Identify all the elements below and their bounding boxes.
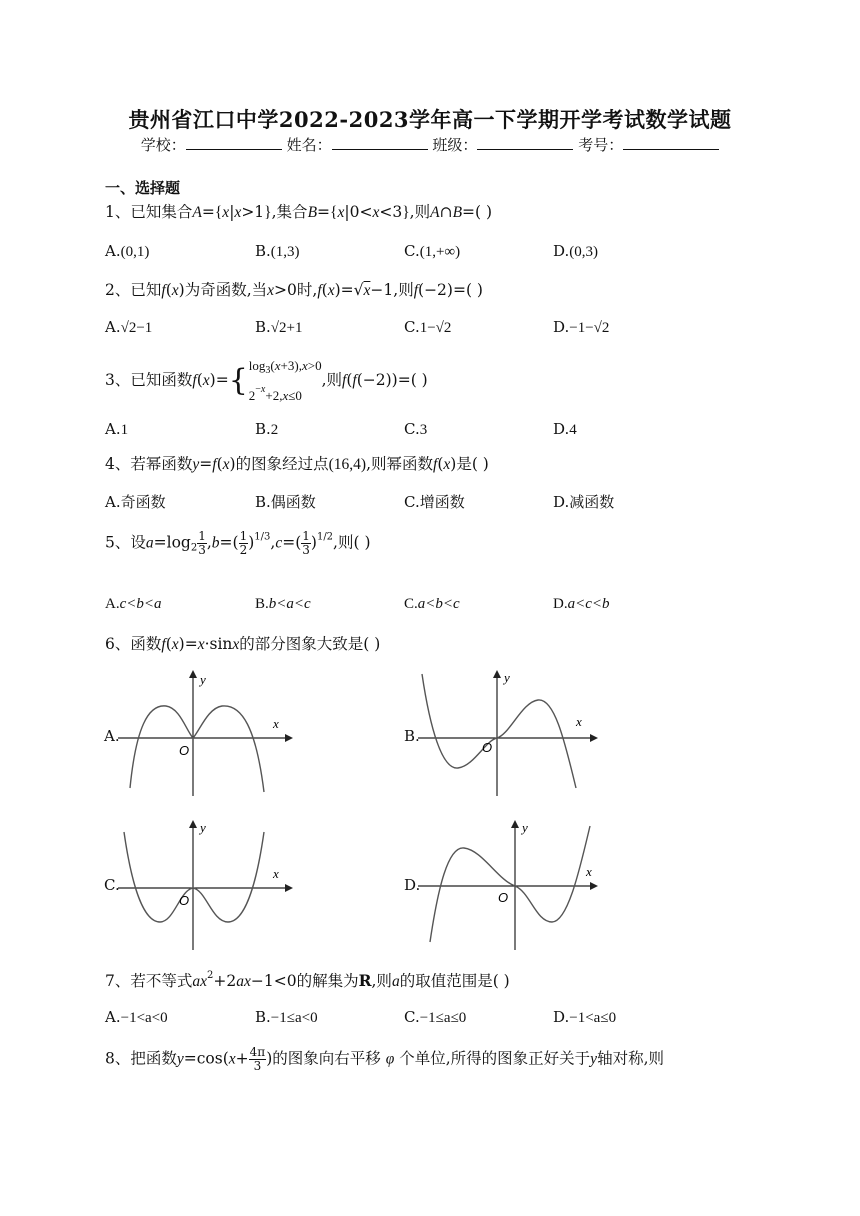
page-title: 贵州省江口中学2022-2023学年高一下学期开学考试数学试题 [128,107,732,132]
x-axis-label: x [273,866,279,881]
graph-d-label[interactable]: D. [404,876,421,894]
option-b[interactable]: B.(1,3) [255,242,300,260]
graph-c[interactable] [118,818,293,952]
option-d[interactable]: D.−1<a≤0 [553,1008,617,1026]
graph-b[interactable] [418,668,598,798]
question-8: 8、把函数y=cos(x+ $\frac{4\pi}{3}$ )的图象向右平移 φ 个单位,所得的图象正好关于y轴对称,则 [105,1045,664,1073]
exam-number-label: 考号： [578,136,624,154]
question-3: 3、已知函数$f(x)=\{\log_3(x+3),x>0$ $2^{-x}+2,x\le 0$,则f(f(−2))=( ) [105,358,428,403]
option-d[interactable]: D.(0,3) [553,242,599,260]
option-d[interactable]: D.4 [553,420,577,438]
option-c[interactable]: C.a<b<c [404,596,460,612]
graph-b-label[interactable]: B. [404,727,420,745]
option-b[interactable]: B.−1≤a<0 [255,1008,318,1026]
option-d[interactable]: D.−1−√2 [553,318,610,336]
class-blank[interactable] [477,135,573,150]
x-axis-label: x [586,864,592,879]
name-blank[interactable] [332,135,428,150]
school-label: 学校： [140,136,186,154]
graph-a[interactable] [118,668,293,798]
option-a[interactable]: A.−1<a<0 [105,1008,168,1026]
question-7: 7、若不等式$ax^2+2ax-1<0$的解集为R,则a的取值范围是( ) [105,970,510,990]
option-a[interactable]: A.√2−1 [105,318,153,336]
question-1: 1、已知集合A={x|x>1},集合B={x|0<x<3},则A∩B=( ) [105,203,493,221]
origin-label: O [179,743,190,758]
x-axis-label: x [576,714,582,729]
y-axis-label: y [200,672,206,687]
option-b[interactable]: B.b<a<c [255,596,311,612]
origin-label: O [498,890,509,905]
student-info [0,134,860,155]
school-blank[interactable] [186,135,282,150]
option-b[interactable]: B.偶函数 [255,493,316,511]
question-4: 4、若幂函数y=f(x)的图象经过点(16,4),则幂函数f(x)是( ) [105,455,489,473]
y-axis-label: y [522,820,528,835]
question-5: 5、设$a=\log_2$ $\frac{1}{3}$ ,b=( $\frac{1}{2}$ )$^{1/3}$,c=( $\frac{1}{3}$ )$^{1/2}$,则( ) [105,529,371,557]
origin-label: O [482,740,493,755]
section-heading: 一、选择题 [105,179,181,197]
option-d[interactable]: D.减函数 [553,493,615,511]
x-axis-label: x [273,716,279,731]
option-a[interactable]: A.c<b<a [105,596,162,612]
question-2: 2、已知f(x)为奇函数,当x>0时,f(x)=√x−1,则f(−2)=( ) [105,281,483,299]
option-c[interactable]: C.1−√2 [404,318,452,336]
option-b[interactable]: B.2 [255,420,279,438]
question-6: 6、函数f(x)=x·sinx的部分图象大致是( ) [105,635,381,653]
y-axis-label: y [504,670,510,685]
option-c[interactable]: C.3 [404,420,428,438]
option-d[interactable]: D.a<c<b [553,596,610,612]
exam-number-blank[interactable] [623,135,719,150]
option-c[interactable]: C.增函数 [404,493,465,511]
option-b[interactable]: B.√2+1 [255,318,303,336]
option-a[interactable]: A.奇函数 [105,493,166,511]
graph-a-label[interactable]: A. [104,727,120,745]
option-c[interactable]: C.(1,+∞) [404,242,461,260]
origin-label: O [179,893,190,908]
option-a[interactable]: A.1 [105,420,129,438]
graph-c-label[interactable]: C. [104,876,120,894]
option-c[interactable]: C.−1≤a≤0 [404,1008,467,1026]
y-axis-label: y [200,820,206,835]
name-label: 姓名： [286,136,332,154]
graph-d[interactable] [418,818,598,952]
option-a[interactable]: A.(0,1) [105,242,150,260]
class-label: 班级： [432,136,478,154]
